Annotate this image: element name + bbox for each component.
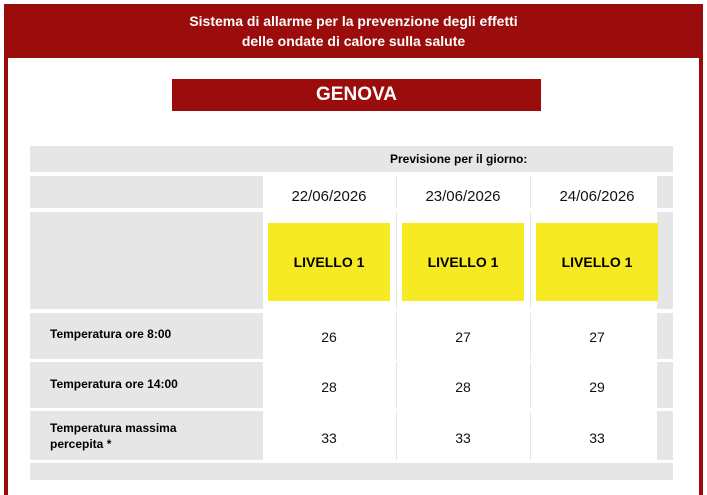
temp-14-value: 28 (455, 379, 471, 395)
temp-max-value: 33 (321, 430, 337, 446)
temp-14-value: 28 (321, 379, 337, 395)
temp-14-value: 29 (589, 379, 605, 395)
row-label-temp-max (50, 420, 177, 452)
forecast-date: 22/06/2026 (291, 188, 367, 205)
table-band-forecast (30, 146, 673, 172)
row-label-temp-max-line1: Temperatura massima (50, 421, 177, 435)
table-band-footer (30, 463, 673, 480)
forecast-label: Previsione per il giorno: (390, 152, 528, 166)
row-label-temp-8: Temperatura ore 8:00 (50, 327, 172, 341)
temp-max-value: 33 (455, 430, 471, 446)
row-label-temp-14: Temperatura ore 14:00 (50, 377, 178, 391)
row-label-temp-max-line2: percepita * (50, 437, 112, 451)
temp-8-value: 26 (321, 329, 337, 345)
temp-8-value: 27 (589, 329, 605, 345)
temp-8-value: 27 (455, 329, 471, 345)
forecast-date: 23/06/2026 (425, 188, 501, 205)
alert-level-badge: LIVELLO 1 (536, 223, 658, 301)
alert-level-badge: LIVELLO 1 (268, 223, 390, 301)
temp-max-value: 33 (589, 430, 605, 446)
page-header (4, 4, 703, 58)
city-name: GENOVA (172, 79, 541, 111)
forecast-date: 24/06/2026 (559, 188, 635, 205)
header-title-line1: Sistema di allarme per la prevenzione degli effetti (189, 13, 518, 29)
header-title-line2: delle ondate di calore sulla salute (241, 33, 466, 49)
alert-level-badge: LIVELLO 1 (402, 223, 524, 301)
